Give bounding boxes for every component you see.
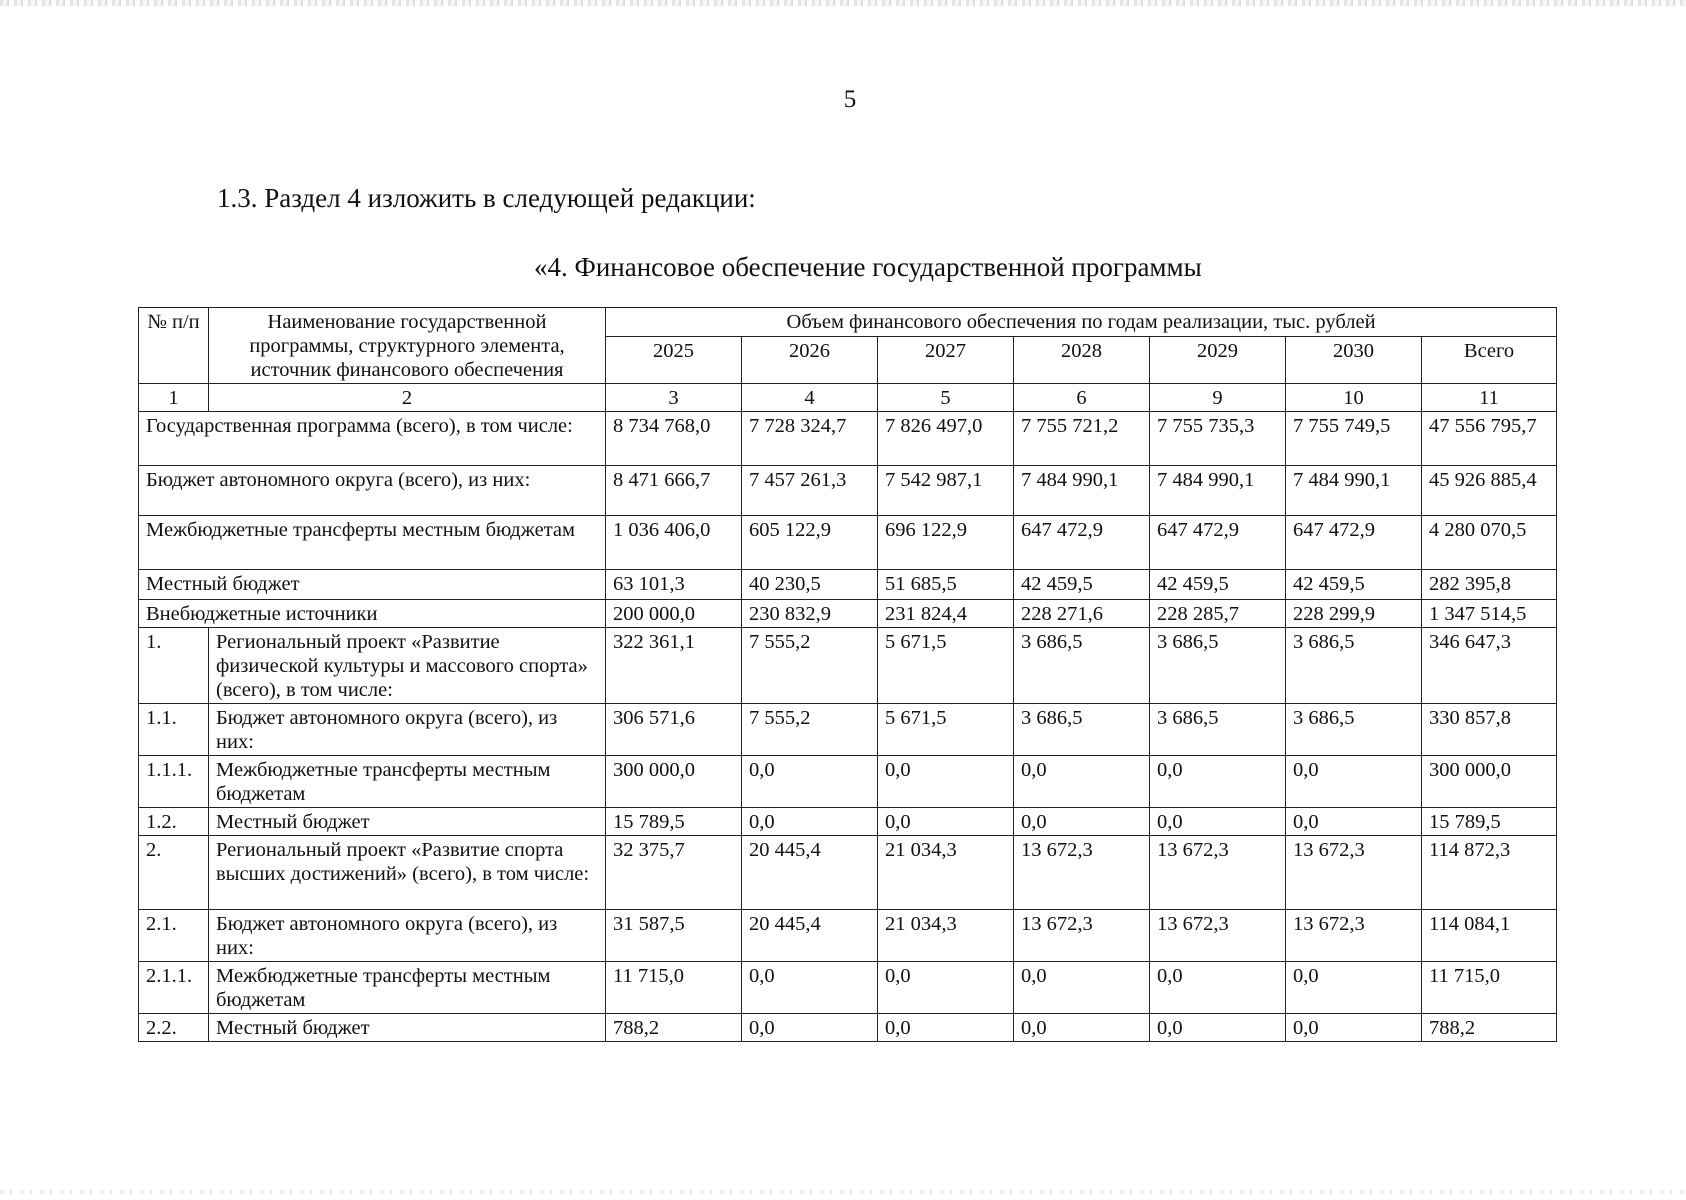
row-value: 7 484 990,1 [1150,466,1286,516]
page-number: 5 [843,86,857,113]
row-value: 322 361,1 [606,628,742,704]
column-number: 1 [139,384,209,412]
row-total: 282 395,8 [1422,570,1557,600]
row-value: 3 686,5 [1014,628,1150,704]
row-number: 2. [139,836,209,910]
row-value: 31 587,5 [606,910,742,962]
row-value: 13 672,3 [1286,836,1422,910]
row-value: 3 686,5 [1150,704,1286,756]
row-value: 7 755 749,5 [1286,412,1422,466]
header-total: Всего [1422,337,1557,384]
row-value: 13 672,3 [1014,910,1150,962]
header-number: № п/п [139,308,209,384]
row-value: 231 824,4 [878,600,1014,628]
row-value: 0,0 [878,756,1014,808]
row-value: 20 445,4 [742,836,878,910]
row-value: 300 000,0 [606,756,742,808]
column-number: 9 [1150,384,1286,412]
row-value: 7 484 990,1 [1286,466,1422,516]
row-value: 0,0 [742,756,878,808]
row-value: 13 672,3 [1286,910,1422,962]
row-value: 7 728 324,7 [742,412,878,466]
row-value: 0,0 [878,1014,1014,1042]
row-value: 647 472,9 [1014,516,1150,570]
row-name: Региональный проект «Развитие физической культуры и массового спорта» (всего), в том числе: [209,628,606,704]
row-value: 605 122,9 [742,516,878,570]
column-number: 11 [1422,384,1557,412]
row-total: 346 647,3 [1422,628,1557,704]
row-name: Межбюджетные трансферты местным бюджетам [209,962,606,1014]
row-value: 3 686,5 [1286,704,1422,756]
row-value: 0,0 [878,962,1014,1014]
row-name: Местный бюджет [139,570,606,600]
row-name: Местный бюджет [209,808,606,836]
row-name: Внебюджетные источники [139,600,606,628]
row-value: 21 034,3 [878,836,1014,910]
financing-table [138,307,1557,1042]
row-value: 40 230,5 [742,570,878,600]
row-value: 0,0 [1150,808,1286,836]
header-row-top [139,308,1557,337]
row-total: 114 872,3 [1422,836,1557,910]
header-year: 2028 [1014,337,1150,384]
summary-row [139,466,1557,516]
scan-edge-bottom [0,1190,1686,1194]
row-name: Межбюджетные трансферты местным бюджетам [209,756,606,808]
item-row [139,704,1557,756]
row-value: 13 672,3 [1150,836,1286,910]
intro-paragraph: 1.3. Раздел 4 изложить в следующей редакции: [217,183,756,213]
row-value: 0,0 [1150,962,1286,1014]
header-year: 2029 [1150,337,1286,384]
row-value: 0,0 [1286,756,1422,808]
item-row [139,1014,1557,1042]
row-value: 21 034,3 [878,910,1014,962]
row-name: Бюджет автономного округа (всего), из них: [139,466,606,516]
row-value: 228 299,9 [1286,600,1422,628]
row-value: 0,0 [742,1014,878,1042]
row-value: 5 671,5 [878,628,1014,704]
row-name: Государственная программа (всего), в том числе: [139,412,606,466]
summary-row [139,600,1557,628]
header-year: 2027 [878,337,1014,384]
row-value: 0,0 [742,962,878,1014]
scan-edge-top [0,0,1686,6]
row-value: 7 457 261,3 [742,466,878,516]
row-total: 1 347 514,5 [1422,600,1557,628]
row-value: 7 484 990,1 [1014,466,1150,516]
row-number: 2.1.1. [139,962,209,1014]
row-name: Бюджет автономного округа (всего), из них: [209,704,606,756]
item-row [139,962,1557,1014]
row-value: 5 671,5 [878,704,1014,756]
row-total: 45 926 885,4 [1422,466,1557,516]
row-total: 47 556 795,7 [1422,412,1557,466]
item-row [139,628,1557,704]
row-value: 0,0 [1014,962,1150,1014]
row-value: 32 375,7 [606,836,742,910]
column-number: 10 [1286,384,1422,412]
row-value: 7 555,2 [742,628,878,704]
row-value: 63 101,3 [606,570,742,600]
row-value: 42 459,5 [1150,570,1286,600]
row-value: 788,2 [606,1014,742,1042]
column-number: 3 [606,384,742,412]
row-value: 20 445,4 [742,910,878,962]
header-group: Объем финансового обеспечения по годам реализации, тыс. рублей [606,308,1557,337]
row-total: 330 857,8 [1422,704,1557,756]
row-value: 0,0 [1014,1014,1150,1042]
row-value: 3 686,5 [1286,628,1422,704]
header-year: 2025 [606,337,742,384]
row-value: 0,0 [1014,756,1150,808]
header-year: 2026 [742,337,878,384]
row-value: 13 672,3 [1150,910,1286,962]
row-value: 42 459,5 [1014,570,1150,600]
row-number: 1. [139,628,209,704]
row-total: 300 000,0 [1422,756,1557,808]
row-value: 7 755 721,2 [1014,412,1150,466]
column-number-row [139,384,1557,412]
row-value: 8 471 666,7 [606,466,742,516]
row-value: 0,0 [1014,808,1150,836]
row-value: 647 472,9 [1286,516,1422,570]
row-total: 11 715,0 [1422,962,1557,1014]
row-value: 0,0 [1150,756,1286,808]
item-row [139,836,1557,910]
column-number: 2 [209,384,606,412]
item-row [139,756,1557,808]
row-number: 2.2. [139,1014,209,1042]
item-row [139,910,1557,962]
row-value: 11 715,0 [606,962,742,1014]
header-name: Наименование государственной программы, структурного элемента, источник финансового обеспечения [209,308,606,384]
row-name: Региональный проект «Развитие спорта высших достижений» (всего), в том числе: [209,836,606,910]
row-value: 0,0 [1286,1014,1422,1042]
row-value: 3 686,5 [1014,704,1150,756]
column-number: 5 [878,384,1014,412]
row-number: 2.1. [139,910,209,962]
row-total: 788,2 [1422,1014,1557,1042]
row-value: 7 826 497,0 [878,412,1014,466]
row-number: 1.1. [139,704,209,756]
row-value: 228 285,7 [1150,600,1286,628]
row-name: Межбюджетные трансферты местным бюджетам [139,516,606,570]
column-number: 4 [742,384,878,412]
row-name: Местный бюджет [209,1014,606,1042]
row-value: 0,0 [1286,962,1422,1014]
header-year: 2030 [1286,337,1422,384]
row-value: 0,0 [878,808,1014,836]
row-value: 15 789,5 [606,808,742,836]
row-value: 3 686,5 [1150,628,1286,704]
summary-row [139,516,1557,570]
row-value: 8 734 768,0 [606,412,742,466]
summary-row [139,412,1557,466]
row-total: 114 084,1 [1422,910,1557,962]
row-value: 230 832,9 [742,600,878,628]
column-number: 6 [1014,384,1150,412]
row-total: 15 789,5 [1422,808,1557,836]
row-value: 0,0 [1286,808,1422,836]
row-number: 1.1.1. [139,756,209,808]
row-name: Бюджет автономного округа (всего), из них: [209,910,606,962]
summary-row [139,570,1557,600]
row-value: 13 672,3 [1014,836,1150,910]
row-value: 647 472,9 [1150,516,1286,570]
row-value: 42 459,5 [1286,570,1422,600]
row-value: 0,0 [742,808,878,836]
row-value: 1 036 406,0 [606,516,742,570]
item-rows [139,628,1557,1042]
summary-rows [139,412,1557,628]
row-value: 228 271,6 [1014,600,1150,628]
row-value: 0,0 [1150,1014,1286,1042]
row-value: 7 755 735,3 [1150,412,1286,466]
row-total: 4 280 070,5 [1422,516,1557,570]
row-value: 7 555,2 [742,704,878,756]
row-value: 696 122,9 [878,516,1014,570]
table-title: «4. Финансовое обеспечение государственной программы [534,252,1202,282]
row-value: 51 685,5 [878,570,1014,600]
item-row [139,808,1557,836]
row-value: 200 000,0 [606,600,742,628]
row-value: 7 542 987,1 [878,466,1014,516]
row-number: 1.2. [139,808,209,836]
row-value: 306 571,6 [606,704,742,756]
